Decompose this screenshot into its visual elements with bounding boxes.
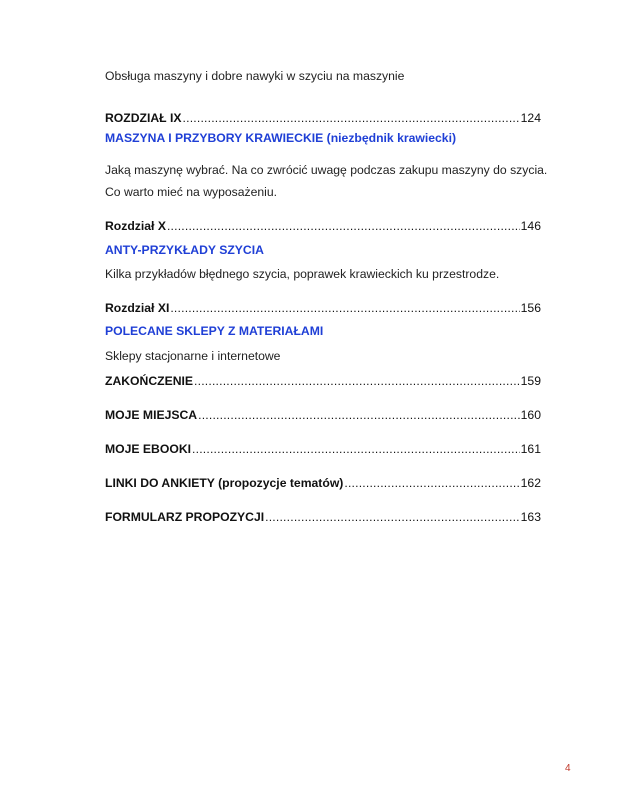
toc-leader-dots: [265, 509, 520, 525]
toc-page-number: 159: [520, 374, 541, 388]
toc-label: Rozdział X: [105, 219, 166, 233]
toc-label: Rozdział XI: [105, 301, 170, 315]
toc-page-number: 156: [520, 301, 541, 315]
toc-page-number: 146: [520, 219, 541, 233]
page-number: 4: [565, 763, 571, 774]
toc-label: MOJE EBOOKI: [105, 442, 192, 456]
toc-entry-chapter-11[interactable]: [105, 300, 541, 316]
toc-entry-ebooks[interactable]: [105, 441, 541, 457]
toc-leader-dots: [167, 218, 520, 234]
toc-leader-dots: [192, 441, 520, 457]
chapter-title: POLECANE SKLEPY Z MATERIAŁAMI: [105, 324, 324, 338]
chapter-title: ANTY-PRZYKŁADY SZYCIA: [105, 243, 264, 257]
toc-page-number: 124: [520, 111, 541, 125]
toc-leader-dots: [198, 407, 520, 423]
toc-page-number: 162: [520, 476, 541, 490]
toc-page-number: 163: [520, 510, 541, 524]
intro-text: Obsługa maszyny i dobre nawyki w szyciu na maszynie: [105, 69, 405, 83]
toc-leader-dots: [183, 110, 520, 126]
toc-page-number: 161: [520, 442, 541, 456]
toc-entry-survey-links[interactable]: [105, 475, 541, 491]
toc-entry-ending[interactable]: [105, 373, 541, 389]
toc-page-number: 160: [520, 408, 541, 422]
toc-entry-places[interactable]: [105, 407, 541, 423]
toc-entry-chapter-10[interactable]: [105, 218, 541, 234]
toc-label: MOJE MIEJSCA: [105, 408, 198, 422]
toc-leader-dots: [344, 475, 519, 491]
chapter-description: Co warto mieć na wyposażeniu.: [105, 185, 278, 199]
chapter-description: Jaką maszynę wybrać. Na co zwrócić uwagę podczas zakupu maszyny do szycia.: [105, 163, 548, 177]
chapter-title: MASZYNA I PRZYBORY KRAWIECKIE (niezbędnik krawiecki): [105, 131, 457, 145]
toc-leader-dots: [194, 373, 520, 389]
toc-leader-dots: [170, 300, 519, 316]
toc-label: ZAKOŃCZENIE: [105, 374, 194, 388]
chapter-description: Sklepy stacjonarne i internetowe: [105, 349, 281, 363]
toc-label: LINKI DO ANKIETY (propozycje tematów): [105, 476, 344, 490]
toc-entry-chapter-9[interactable]: [105, 110, 541, 126]
toc-label: ROZDZIAŁ IX: [105, 111, 182, 125]
chapter-description: Kilka przykładów błędnego szycia, poprawek krawieckich ku przestrodze.: [105, 267, 500, 281]
toc-entry-proposal-form[interactable]: [105, 509, 541, 525]
toc-label: FORMULARZ PROPOZYCJI: [105, 510, 265, 524]
